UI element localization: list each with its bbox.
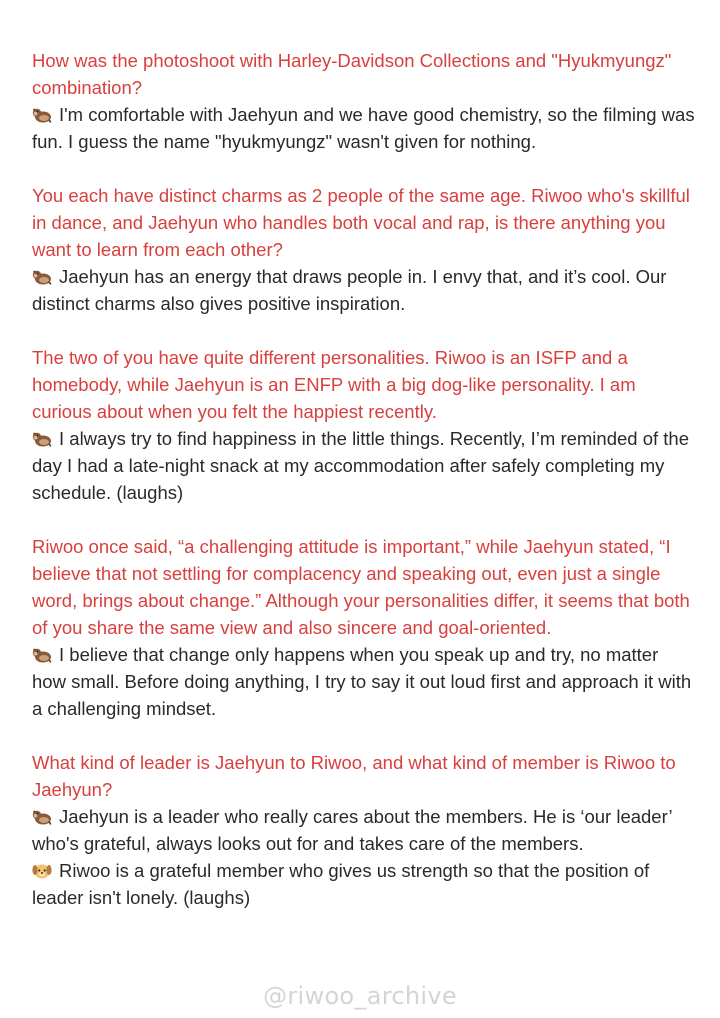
otter-icon bbox=[32, 646, 52, 664]
question-text: The two of you have quite different personalities. Riwoo is an ISFP and a homebody, while Jaehyun is an ENFP with a big dog-like personality. I am curious about when you felt the happiest recently. bbox=[32, 347, 636, 422]
answer-text: I'm comfortable with Jaehyun and we have good chemistry, so the filming was fun. I guess the name "hyukmyungz" wasn't given for nothing. bbox=[32, 104, 695, 152]
answer-text: Riwoo is a grateful member who gives us strength so that the position of leader isn't lonely. (laughs) bbox=[32, 860, 650, 908]
qa-block bbox=[32, 47, 697, 155]
otter-icon bbox=[32, 268, 52, 286]
interview-document bbox=[32, 47, 697, 938]
question-text: How was the photoshoot with Harley-Davidson Collections and "Hyukmyungz" combination? bbox=[32, 50, 672, 98]
answer-text: I believe that change only happens when you speak up and try, no matter how small. Before doing anything, I try to say it out loud first and approach it with a challenging mindset. bbox=[32, 644, 692, 719]
answer-paragraph bbox=[32, 803, 697, 857]
qa-block bbox=[32, 182, 697, 317]
question-text: You each have distinct charms as 2 people of the same age. Riwoo who's skillful in dance, and Jaehyun who handles both vocal and rap, is there anything you want to learn from each other? bbox=[32, 185, 690, 260]
answer-paragraph bbox=[32, 857, 697, 911]
question-text: What kind of leader is Jaehyun to Riwoo, and what kind of member is Riwoo to Jaehyun? bbox=[32, 752, 676, 800]
answer-paragraph bbox=[32, 263, 697, 317]
answer-paragraph bbox=[32, 425, 697, 506]
otter-icon bbox=[32, 430, 52, 448]
otter-icon bbox=[32, 808, 52, 826]
answer-paragraph bbox=[32, 101, 697, 155]
qa-block bbox=[32, 533, 697, 722]
question-text: Riwoo once said, “a challenging attitude is important,” while Jaehyun stated, “I believe that not settling for complacency and speaking out, even just a single word, brings about change.” Although your personalities differ, it seems that both of you share the same view and also sincere and goal-oriented. bbox=[32, 536, 690, 638]
answer-text: Jaehyun has an energy that draws people in. I envy that, and it’s cool. Our distinct charms also gives positive inspiration. bbox=[32, 266, 667, 314]
puppy-icon bbox=[32, 862, 52, 880]
watermark: @riwoo_archive bbox=[263, 982, 457, 1010]
answer-text: I always try to find happiness in the little things. Recently, I’m reminded of the day I had a late-night snack at my accommodation after safely completing my schedule. (laughs) bbox=[32, 428, 689, 503]
qa-block bbox=[32, 749, 697, 911]
qa-block bbox=[32, 344, 697, 506]
answer-text: Jaehyun is a leader who really cares about the members. He is ‘our leader’ who's grateful, always looks out for and takes care of the members. bbox=[32, 806, 672, 854]
otter-icon bbox=[32, 106, 52, 124]
answer-paragraph bbox=[32, 641, 697, 722]
